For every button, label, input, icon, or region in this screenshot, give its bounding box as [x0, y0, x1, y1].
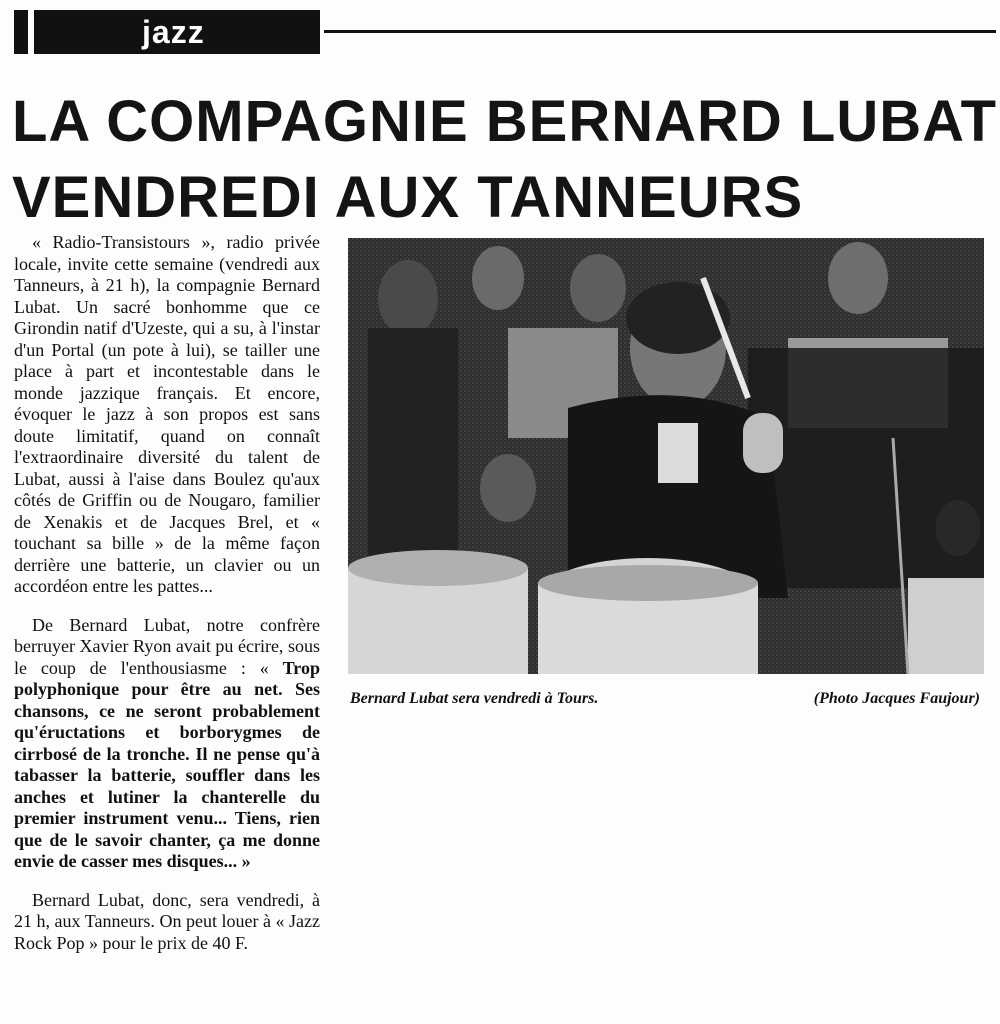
- section-rule: [324, 30, 996, 33]
- section-label: jazz: [34, 10, 306, 54]
- article-paragraph-3: Bernard Lubat, donc, sera vendredi, à 21 h, aux Tanneurs. On peut louer à « Jazz Rock Pop » pour le prix de 40 F.: [14, 889, 320, 953]
- quote-text: Trop polyphonique pour être au net. Ses chansons, ce ne seront probablement qu'éructations et borborygmes de cirrbosé de la tronche. Il ne pense qu'à tabasser la batterie, souffler dans les anches et lutiner la chanterelle du premier instrument venu... Tiens, rien que de le savoir chanter, ça me donne envie de casser mes disques... »: [14, 657, 320, 871]
- headline-line-2: VENDREDI AUX TANNEURS: [12, 165, 804, 230]
- quote-intro: De Bernard Lubat, notre confrère berruyer Xavier Ryon avait pu écrire, sous le coup de l'enthousiasme : «: [14, 614, 320, 678]
- article-paragraph-2: [14, 615, 320, 873]
- photo-credit: (Photo Jacques Faujour): [813, 690, 980, 707]
- photo-caption: Bernard Lubat sera vendredi à Tours.: [350, 690, 599, 707]
- drummer-photo-illustration: [348, 238, 984, 674]
- headline: [12, 84, 998, 236]
- section-bar-right-block: [306, 10, 320, 54]
- headline-line-1: LA COMPAGNIE BERNARD LUBAT: [12, 89, 998, 154]
- press-photo: [348, 238, 984, 674]
- article-paragraph-1: « Radio-Transistours », radio privée locale, invite cette semaine (vendredi aux Tanneurs, à 21 h), la compagnie Bernard Lubat. Un sacré bonhomme que ce Girondin natif d'Uzeste, qui a su, à l'instar d'un Portal (un pote à lui), se tailler une place à part et incontestable dans le monde jazzique français. Et encore, évoquer le jazz à son propos est sans doute limitatif, quand on connaît l'extraordinaire diversité du talent de Lubat, aussi à l'aise dans Boulez qu'aux côtés de Griffin ou de Nougaro, familier de Xenakis et de Jacques Brel, et « touchant sa bille » de la même façon derrière une batterie, un clavier ou un accordéon entre les pattes...: [14, 232, 320, 596]
- article-body: [14, 232, 320, 971]
- section-bar-left-block: [14, 10, 28, 54]
